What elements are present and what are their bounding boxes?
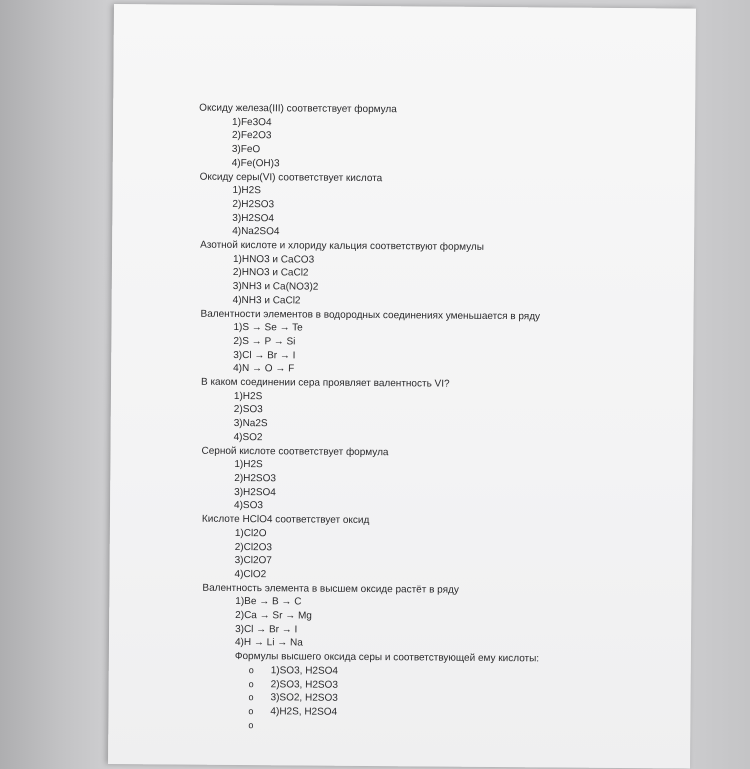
question-text: Серной кислоте соответствует формула <box>201 444 676 461</box>
question-8 <box>202 581 676 653</box>
answer-option: 3)Cl2O7 <box>202 554 676 571</box>
question-6 <box>201 444 677 516</box>
question-5 <box>201 376 678 448</box>
bullet-circle-icon: o <box>248 691 270 705</box>
answer-option: 1)Cl2O <box>202 527 676 544</box>
bullet-option <box>201 718 674 735</box>
answer-option: 2)SO3, H2SO3 <box>271 679 338 691</box>
bullet-circle-icon: o <box>248 705 270 719</box>
answer-option: 2)H2SO3 <box>199 198 678 215</box>
answer-option: 4)N → O → F <box>200 362 677 379</box>
question-3 <box>200 239 679 311</box>
answer-option: 2)Fe2O3 <box>199 129 679 146</box>
answer-option: 4)ClO2 <box>201 568 675 585</box>
answer-option: 4)H2S, H2SO4 <box>270 706 337 718</box>
answer-option: 3)H2SO4 <box>201 485 676 502</box>
question-2 <box>199 170 679 242</box>
answer-option: 1)H2S <box>201 389 677 406</box>
answer-option: 1)Be → B → C <box>202 595 675 612</box>
answer-option: 4)Fe(OH)3 <box>199 156 679 173</box>
answer-option: 3)SO2, H2SO3 <box>271 692 338 704</box>
question-text: В каком соединении сера проявляет валентность VI? <box>201 376 677 393</box>
question-text: Кислоте HClO4 соответствует оксид <box>202 513 676 530</box>
answer-option: 3)NH3 и Ca(NO3)2 <box>200 280 678 297</box>
question-text: Формулы высшего оксида серы и соответствующей ему кислоты: <box>202 650 675 667</box>
question-9 <box>201 650 675 736</box>
answer-option: 2)H2SO3 <box>201 472 676 489</box>
question-text: Оксиду железа(III) соответствует формула <box>199 102 679 119</box>
answer-option: 4)SO3 <box>201 499 676 516</box>
answer-option: 2)Cl2O3 <box>202 540 676 557</box>
question-text: Оксиду серы(VI) соответствует кислота <box>200 170 679 187</box>
answer-option: 3)H2SO4 <box>199 211 678 228</box>
question-4 <box>200 307 678 379</box>
answer-option: 3)Cl → Br → I <box>202 622 675 639</box>
question-7 <box>201 513 676 585</box>
answer-option: 1)H2S <box>201 458 676 475</box>
paper-sheet <box>108 4 696 769</box>
answer-option: 1)HNO3 и CaCO3 <box>200 252 678 269</box>
answer-option: 4)SO2 <box>201 431 677 448</box>
answer-option: 4)Na2SO4 <box>199 225 678 242</box>
bullet-circle-icon: o <box>248 719 270 733</box>
answer-option: 1)Fe3O4 <box>199 115 679 132</box>
question-text: Азотной кислоте и хлориду кальция соответствуют формулы <box>200 239 678 256</box>
question-text: Валентности элементов в водородных соединениях уменьшается в ряду <box>201 307 678 324</box>
answer-option: 2)S → P → Si <box>200 335 677 352</box>
answer-option: 3)Na2S <box>201 417 677 434</box>
bullet-circle-icon: o <box>249 664 271 678</box>
answer-option: 3)Cl → Br → I <box>200 348 677 365</box>
answer-option: 2)HNO3 и CaCl2 <box>200 266 678 283</box>
bullet-circle-icon: o <box>249 678 271 692</box>
answer-option: 1)H2S <box>199 184 678 201</box>
answer-option: 3)FeO <box>199 143 679 160</box>
answer-option: 1)S → Se → Te <box>200 321 677 338</box>
answer-option: 1)SO3, H2SO4 <box>271 665 338 677</box>
answer-option: 4)NH3 и CaCl2 <box>200 294 678 311</box>
document-body <box>194 102 679 736</box>
question-1 <box>199 102 680 174</box>
answer-option: 2)SO3 <box>201 403 677 420</box>
question-text: Валентность элемента в высшем оксиде растёт в ряду <box>202 581 675 598</box>
answer-option: 2)Ca → Sr → Mg <box>202 609 675 626</box>
answer-option: 4)H → Li → Na <box>202 636 675 653</box>
